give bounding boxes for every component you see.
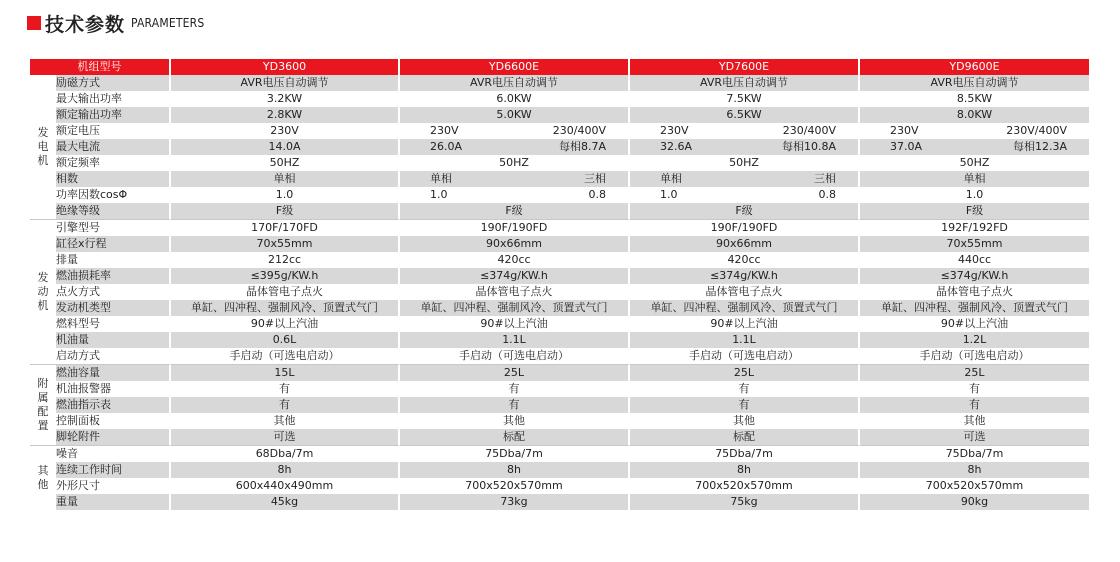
value-cell: 45kg (171, 494, 400, 510)
value-cell (630, 123, 860, 139)
parameters-table (30, 59, 1089, 510)
value-cell: 有 (860, 381, 1089, 397)
value-cell: 有 (400, 397, 630, 413)
value-cell: 可选 (171, 429, 400, 445)
table-header-row (30, 59, 1089, 75)
value-cell: 8h (630, 462, 860, 478)
value-cell: 700x520x570mm (400, 478, 630, 494)
value-cell: 50HZ (630, 155, 860, 171)
row-label: 额定频率 (56, 155, 171, 171)
value-cell: 单缸、四冲程、强制风冷、顶置式气门 (171, 300, 400, 316)
value-cell: 标配 (400, 429, 630, 445)
value-cell: 晶体管电子点火 (171, 284, 400, 300)
table-row (30, 203, 1089, 219)
value-cell (860, 123, 1089, 139)
value-part-left: 32.6A (660, 140, 693, 153)
value-cell: F级 (400, 203, 630, 219)
row-label: 绝缘等级 (56, 203, 171, 219)
value-cell: 晶体管电子点火 (630, 284, 860, 300)
value-cell: 1.2L (860, 332, 1089, 348)
group-label (30, 364, 56, 445)
value-cell: 90x66mm (630, 236, 860, 252)
value-part-right: 230/400V (552, 124, 606, 137)
value-cell: 5.0KW (400, 107, 630, 123)
table-row (30, 107, 1089, 123)
value-cell (630, 139, 860, 155)
table-row (30, 348, 1089, 364)
table-row (30, 268, 1089, 284)
table-row (30, 316, 1089, 332)
value-cell: 8h (860, 462, 1089, 478)
value-cell: 晶体管电子点火 (400, 284, 630, 300)
value-cell: 单缸、四冲程、强制风冷、顶置式气门 (860, 300, 1089, 316)
value-cell: 手启动（可选电启动） (400, 348, 630, 364)
value-part-right: 每相12.3A (1012, 140, 1067, 153)
header-model-yd9600e: YD9600E (860, 59, 1089, 75)
row-label: 燃油指示表 (56, 397, 171, 413)
value-part-left: 37.0A (890, 140, 923, 153)
value-cell: 75Dba/7m (630, 445, 860, 462)
value-cell: 7.5KW (630, 91, 860, 107)
value-cell (860, 139, 1089, 155)
row-label: 连续工作时间 (56, 462, 171, 478)
row-label: 外形尺寸 (56, 478, 171, 494)
value-cell: ≤374g/KW.h (860, 268, 1089, 284)
table-row (30, 123, 1089, 139)
value-part-left: 1.0 (430, 188, 448, 201)
value-cell: 420cc (400, 252, 630, 268)
value-part-left: 26.0A (430, 140, 463, 153)
value-cell: 230V (171, 123, 400, 139)
row-label: 缸径x行程 (56, 236, 171, 252)
red-square-icon (27, 16, 41, 30)
value-cell: 1.1L (630, 332, 860, 348)
table-row (30, 155, 1089, 171)
value-cell (400, 171, 630, 187)
table-row (30, 445, 1089, 462)
value-cell: 其他 (400, 413, 630, 429)
table-row (30, 91, 1089, 107)
value-cell: 25L (400, 364, 630, 381)
table-row (30, 187, 1089, 203)
heading-title-cn: 技术参数 (45, 13, 126, 36)
row-label: 机油量 (56, 332, 171, 348)
value-cell: F级 (630, 203, 860, 219)
value-cell: F级 (171, 203, 400, 219)
table-row (30, 284, 1089, 300)
value-cell: 其他 (860, 413, 1089, 429)
value-cell: 212cc (171, 252, 400, 268)
value-cell: 75Dba/7m (400, 445, 630, 462)
value-cell: 单相 (171, 171, 400, 187)
value-cell (400, 123, 630, 139)
value-part-left: 1.0 (660, 188, 678, 201)
value-cell: 8.0KW (860, 107, 1089, 123)
table-row (30, 494, 1089, 510)
table-row (30, 332, 1089, 348)
heading-title-en: PARAMETERS (131, 16, 205, 30)
group-label (30, 75, 56, 219)
table-row (30, 364, 1089, 381)
value-cell: 3.2KW (171, 91, 400, 107)
value-cell: 90x66mm (400, 236, 630, 252)
value-cell: 700x520x570mm (630, 478, 860, 494)
value-part-right: 230V/400V (1006, 124, 1067, 137)
value-cell: 700x520x570mm (860, 478, 1089, 494)
row-label: 燃油容量 (56, 364, 171, 381)
value-cell: 6.0KW (400, 91, 630, 107)
value-part-left: 230V (430, 124, 459, 137)
value-cell: 其他 (630, 413, 860, 429)
value-cell: 68Dba/7m (171, 445, 400, 462)
value-cell: 1.0 (171, 187, 400, 203)
value-cell: 70x55mm (171, 236, 400, 252)
value-cell: 有 (630, 397, 860, 413)
value-part-right: 三相 (584, 172, 606, 185)
value-part-right: 0.8 (818, 188, 836, 201)
value-cell: 2.8KW (171, 107, 400, 123)
value-cell: 8h (171, 462, 400, 478)
value-part-right: 0.8 (588, 188, 606, 201)
table-row (30, 462, 1089, 478)
row-label: 点火方式 (56, 284, 171, 300)
table-row (30, 300, 1089, 316)
group-label-text: 其 他 (37, 464, 49, 491)
value-cell: 0.6L (171, 332, 400, 348)
value-cell: AVR电压自动调节 (171, 75, 400, 91)
value-cell: 75Dba/7m (860, 445, 1089, 462)
group-label-text: 发 动 机 (37, 271, 49, 312)
value-cell: 90#以上汽油 (400, 316, 630, 332)
section-heading (27, 11, 204, 35)
value-cell: AVR电压自动调节 (630, 75, 860, 91)
value-cell: 手启动（可选电启动） (860, 348, 1089, 364)
value-cell: 标配 (630, 429, 860, 445)
table-row (30, 252, 1089, 268)
value-cell: ≤395g/KW.h (171, 268, 400, 284)
value-cell: 50HZ (171, 155, 400, 171)
row-label: 额定电压 (56, 123, 171, 139)
value-cell: 有 (171, 381, 400, 397)
table-row (30, 139, 1089, 155)
value-cell: 1.0 (860, 187, 1089, 203)
value-cell: 90#以上汽油 (630, 316, 860, 332)
row-label: 重量 (56, 494, 171, 510)
row-label: 额定输出功率 (56, 107, 171, 123)
value-cell: 1.1L (400, 332, 630, 348)
header-model-yd7600e: YD7600E (630, 59, 860, 75)
value-cell: 25L (860, 364, 1089, 381)
table-row (30, 219, 1089, 236)
value-part-left: 单相 (660, 172, 682, 185)
value-part-right: 230/400V (782, 124, 836, 137)
row-label: 引擎型号 (56, 219, 171, 236)
value-cell: 440cc (860, 252, 1089, 268)
value-cell (400, 187, 630, 203)
value-cell: 手启动（可选电启动） (630, 348, 860, 364)
value-cell: 15L (171, 364, 400, 381)
table-row (30, 171, 1089, 187)
value-part-left: 230V (890, 124, 919, 137)
table-row (30, 381, 1089, 397)
table-row (30, 75, 1089, 91)
value-cell: 单缸、四冲程、强制风冷、顶置式气门 (630, 300, 860, 316)
value-cell: 192F/192FD (860, 219, 1089, 236)
value-cell: 90#以上汽油 (171, 316, 400, 332)
value-cell (400, 139, 630, 155)
table-row (30, 478, 1089, 494)
value-cell: AVR电压自动调节 (860, 75, 1089, 91)
row-label: 功率因数cosΦ (56, 187, 171, 203)
row-label: 控制面板 (56, 413, 171, 429)
value-cell: 有 (860, 397, 1089, 413)
value-part-left: 单相 (430, 172, 452, 185)
row-label: 发动机类型 (56, 300, 171, 316)
group-label (30, 445, 56, 510)
value-cell: 90#以上汽油 (860, 316, 1089, 332)
value-cell: 单相 (860, 171, 1089, 187)
table-row (30, 236, 1089, 252)
value-part-right: 三相 (814, 172, 836, 185)
value-part-left: 230V (660, 124, 689, 137)
header-model-yd3600: YD3600 (171, 59, 400, 75)
value-cell: AVR电压自动调节 (400, 75, 630, 91)
group-label (30, 219, 56, 364)
row-label: 脚轮附件 (56, 429, 171, 445)
value-cell: 190F/190FD (400, 219, 630, 236)
row-label: 相数 (56, 171, 171, 187)
table-row (30, 397, 1089, 413)
header-model-yd6600e: YD6600E (400, 59, 630, 75)
value-cell: 单缸、四冲程、强制风冷、顶置式气门 (400, 300, 630, 316)
value-part-right: 每相10.8A (781, 140, 836, 153)
row-label: 燃料型号 (56, 316, 171, 332)
row-label: 启动方式 (56, 348, 171, 364)
value-cell: F级 (860, 203, 1089, 219)
value-cell (630, 187, 860, 203)
value-cell: 90kg (860, 494, 1089, 510)
row-label: 励磁方式 (56, 75, 171, 91)
value-cell: 170F/170FD (171, 219, 400, 236)
value-cell: 14.0A (171, 139, 400, 155)
value-cell: ≤374g/KW.h (400, 268, 630, 284)
table-row (30, 429, 1089, 445)
value-cell: 6.5KW (630, 107, 860, 123)
row-label: 最大电流 (56, 139, 171, 155)
value-cell: 50HZ (860, 155, 1089, 171)
value-cell: 有 (400, 381, 630, 397)
value-cell: 手启动（可选电启动） (171, 348, 400, 364)
row-label: 噪音 (56, 445, 171, 462)
value-cell: 其他 (171, 413, 400, 429)
value-cell: 600x440x490mm (171, 478, 400, 494)
value-cell: 70x55mm (860, 236, 1089, 252)
value-cell: 晶体管电子点火 (860, 284, 1089, 300)
value-cell: 8h (400, 462, 630, 478)
table-row (30, 413, 1089, 429)
value-cell: 有 (630, 381, 860, 397)
value-cell: 有 (171, 397, 400, 413)
value-cell: ≤374g/KW.h (630, 268, 860, 284)
value-cell: 190F/190FD (630, 219, 860, 236)
value-cell: 420cc (630, 252, 860, 268)
value-part-right: 每相8.7A (558, 140, 606, 153)
row-label: 排量 (56, 252, 171, 268)
value-cell: 可选 (860, 429, 1089, 445)
group-label-text: 附 属 配 置 (37, 377, 49, 432)
value-cell: 50HZ (400, 155, 630, 171)
row-label: 最大输出功率 (56, 91, 171, 107)
value-cell: 75kg (630, 494, 860, 510)
header-model-label: 机组型号 (30, 59, 171, 75)
row-label: 燃油损耗率 (56, 268, 171, 284)
value-cell: 8.5KW (860, 91, 1089, 107)
value-cell: 25L (630, 364, 860, 381)
group-label-text: 发 电 机 (37, 126, 49, 167)
value-cell (630, 171, 860, 187)
value-cell: 73kg (400, 494, 630, 510)
row-label: 机油报警器 (56, 381, 171, 397)
